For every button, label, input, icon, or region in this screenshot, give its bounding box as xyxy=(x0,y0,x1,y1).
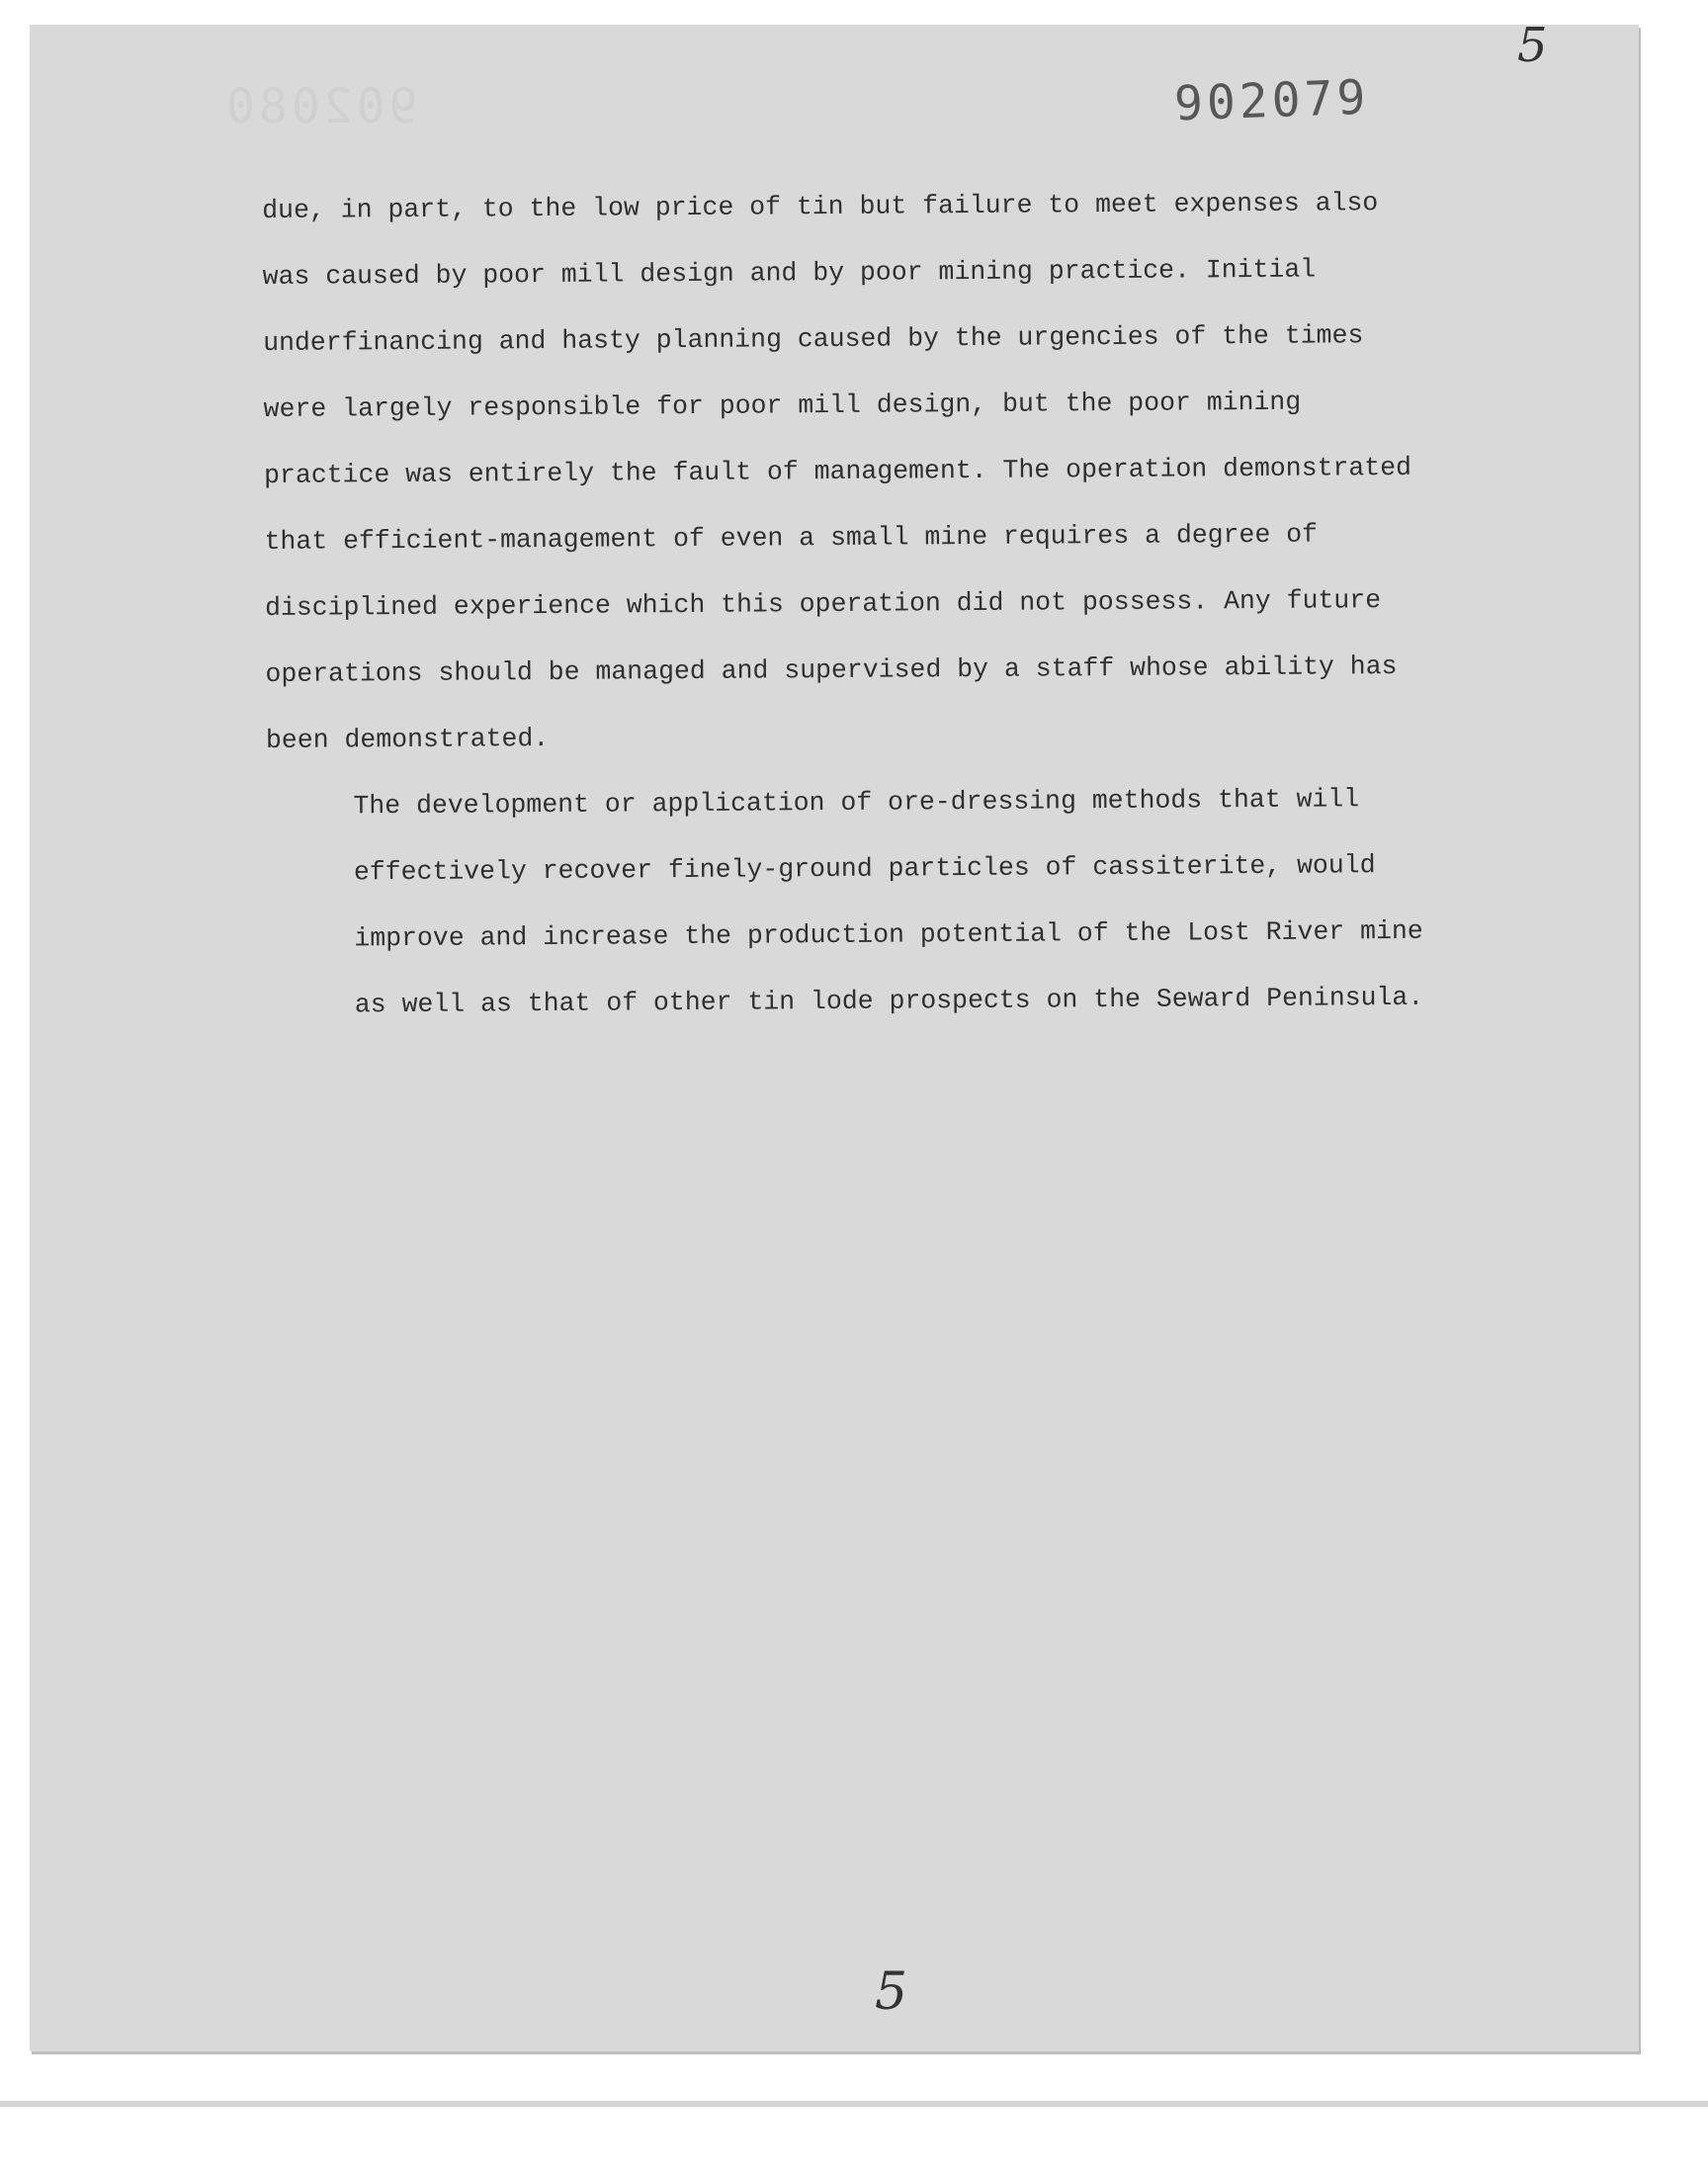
paragraph-2: The development or application of ore-dressing methods that will effectively recover finely-ground particles of cassiterite, would improve and increase the production potential of the Lost River mine as well as that of other tin lode prospects on the Seward Peninsula. xyxy=(353,784,1424,1020)
paragraph-1: due, in part, to the low price of tin but failure to meet expenses also was caused by poor mill design and by poor mining practice. Initial underfinancing and hasty planning caused by the urgencies of the times were largely responsible for poor mill design, but the poor mining practice was entirely the fault of management. The operation demonstrated that efficient-management of even a small mine requires a degree of disciplined experience which this operation did not possess. Any future operations should be managed and supervised by a staff whose ability has been demonstrated. xyxy=(262,188,1412,755)
handwritten-footer-page-number: 5 xyxy=(875,1962,908,2022)
document-id-stamp: 902079 xyxy=(1173,69,1371,132)
body-text xyxy=(262,170,1424,1039)
handwritten-page-number: 5 xyxy=(1517,18,1548,73)
bleed-through-stamp: 902080 xyxy=(222,79,418,134)
page-edge-strip xyxy=(0,2101,1708,2107)
